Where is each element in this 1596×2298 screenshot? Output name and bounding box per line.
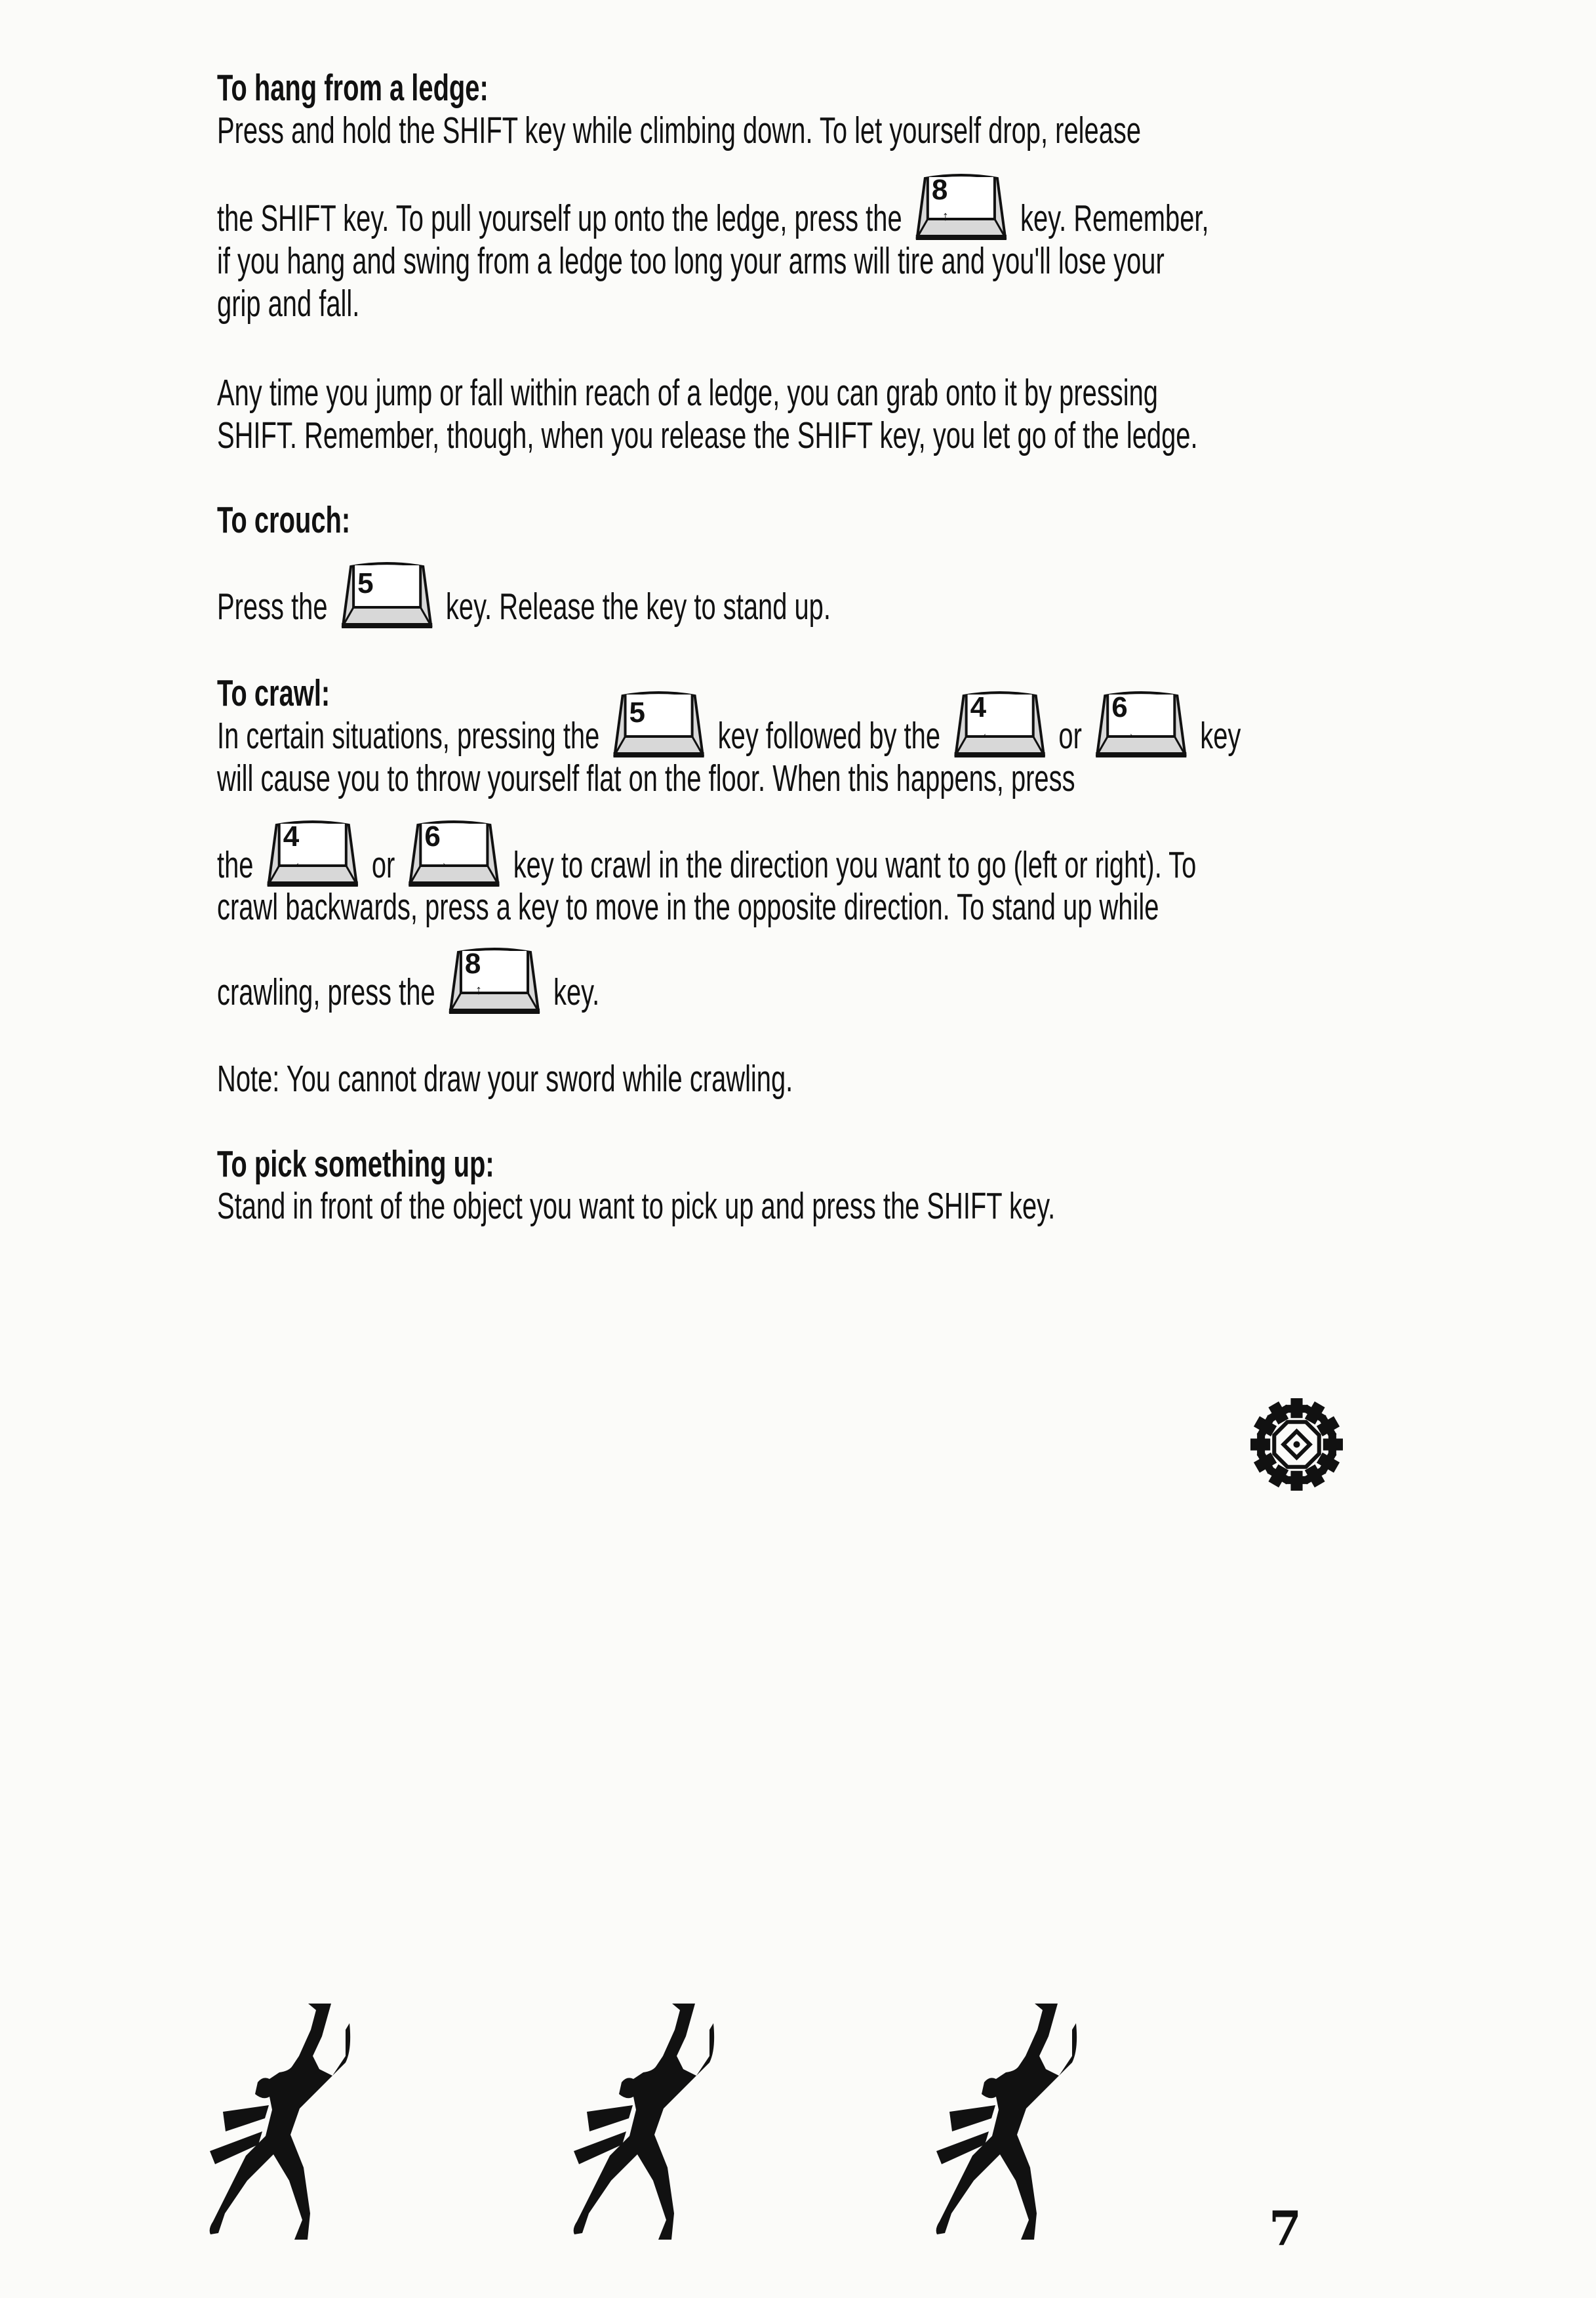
key-arrow: ← [980, 727, 994, 741]
paragraph-line [217, 1184, 1055, 1228]
text-run: key. [546, 971, 600, 1013]
text-run: key [1193, 715, 1241, 757]
paragraph-line [217, 567, 831, 628]
text-run: Press and hold the SHIFT key while climbing down. To let yourself drop, release [217, 110, 1142, 151]
paragraph-line [217, 757, 1075, 800]
text-run: the [217, 844, 261, 886]
keyboard-key-icon [912, 174, 1010, 231]
key-arrow: ↑ [942, 209, 949, 224]
key-label: 8 [464, 948, 481, 980]
text-run: crawl backwards, press a key to move in the opposite direction. To stand up while [217, 886, 1159, 928]
text-run: if you hang and swing from a ledge too long your arms will tire and you'll lose your [217, 240, 1165, 282]
paragraph-line [217, 109, 1141, 152]
text-run: grip and fall. [217, 283, 360, 325]
section-heading [217, 672, 330, 715]
key-label: 6 [1111, 691, 1128, 723]
paragraph-line [217, 820, 1197, 887]
keyboard-key-icon [950, 691, 1048, 748]
key-arrow: ← [293, 856, 307, 870]
text-run: SHIFT. Remember, though, when you release the SHIFT key, you let go of the ledge. [217, 414, 1198, 456]
text-run: Any time you jump or fall within reach of a ledge, you can grab onto it by pressing [217, 372, 1158, 414]
text-run: Note: You cannot draw your sword while crawling. [217, 1058, 793, 1100]
keyboard-key-icon [405, 820, 504, 877]
paragraph-line [217, 948, 600, 1014]
text-run: To crouch: [217, 499, 351, 541]
key-arrow: → [1122, 727, 1136, 741]
text-run: key. Remember, [1012, 197, 1209, 239]
keyboard-key-icon [610, 696, 708, 748]
page-number: 7 [1269, 2200, 1302, 2256]
text-run: To crawl: [217, 672, 330, 714]
paragraph-line [217, 239, 1165, 283]
paragraph-line [217, 414, 1198, 457]
key-arrow: ↑ [475, 983, 482, 998]
keyboard-key-icon [445, 948, 544, 1005]
text-run: To pick something up: [217, 1143, 494, 1185]
text-run: Stand in front of the object you want to pick up and press the SHIFT key. [217, 1185, 1056, 1227]
keyboard-key-icon [338, 567, 436, 619]
paragraph-line [217, 885, 1159, 929]
rosette-ornament-icon [1249, 1397, 1344, 1492]
text-run: the SHIFT key. To pull yourself up onto the ledge, press the [217, 197, 909, 239]
key-arrow: → [435, 856, 449, 870]
swordsman-silhouette-icon [548, 2000, 770, 2263]
key-label: 4 [970, 691, 986, 723]
key-label: 6 [424, 820, 441, 853]
text-run: will cause you to throw yourself flat on the floor. When this happens, press [217, 757, 1075, 799]
swordsman-silhouette-icon [910, 2000, 1133, 2263]
paragraph-line [217, 371, 1158, 414]
text-run: key followed by the [710, 715, 948, 757]
section-heading [217, 66, 489, 110]
text-run: Press the [217, 586, 335, 628]
text-run: or [364, 844, 403, 886]
paragraph-line [217, 1057, 793, 1100]
paragraph-line [217, 282, 359, 325]
text-run: crawling, press the [217, 971, 443, 1013]
key-label: 4 [283, 820, 300, 853]
text-run: In certain situations, pressing the [217, 715, 607, 757]
keyboard-key-icon [1092, 691, 1190, 748]
text-run: key. Release the key to stand up. [438, 586, 831, 628]
key-label: 5 [629, 696, 646, 729]
text-run: To hang from a ledge: [217, 67, 489, 109]
section-heading [217, 1142, 494, 1186]
text-run: or [1051, 715, 1089, 757]
key-label: 5 [357, 567, 374, 599]
text-run: key to crawl in the direction you want to go (left or right). To [506, 844, 1197, 886]
keyboard-key-icon [264, 820, 362, 877]
section-heading [217, 498, 350, 542]
paragraph-line [217, 174, 1209, 240]
swordsman-silhouette-icon [184, 2000, 407, 2263]
key-label: 8 [931, 174, 948, 206]
